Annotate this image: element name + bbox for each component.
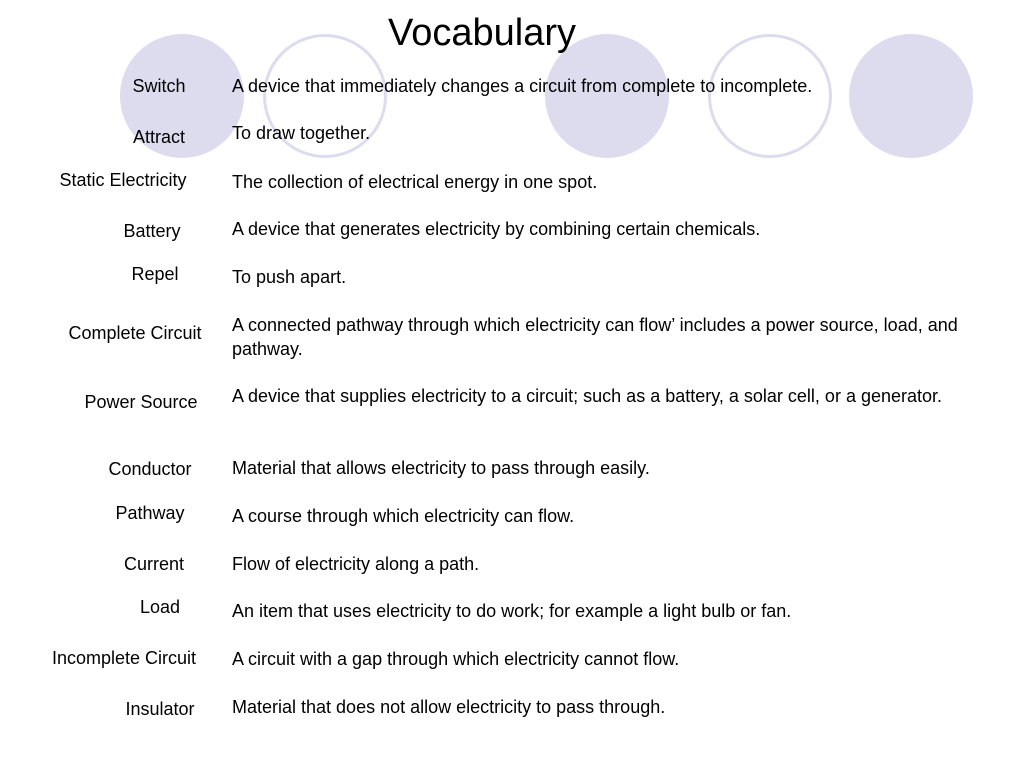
term-pathway: Pathway [115, 503, 185, 523]
term-complete-circuit: Complete Circuit [68, 323, 202, 343]
term-insulator: Insulator [125, 699, 195, 719]
definition-complete-circuit: A connected pathway through which electricity can flow’ includes a power source, load, and pathway. [232, 315, 958, 359]
term-switch: Switch [132, 76, 186, 96]
term-static-electricity: Static Electricity [59, 170, 187, 190]
term-incomplete-circuit: Incomplete Circuit [51, 648, 197, 668]
term-power-source: Power Source [84, 392, 198, 412]
definition-pathway: A course through which electricity can flow. [232, 506, 575, 526]
definition-conductor: Material that allows electricity to pass through easily. [232, 458, 650, 478]
definition-attract: To draw together. [232, 123, 371, 143]
term-attract: Attract [132, 127, 185, 147]
term-current: Current [123, 554, 185, 574]
definition-repel: To push apart. [232, 267, 347, 287]
definition-battery: A device that generates electricity by combining certain chemicals. [232, 219, 761, 239]
definition-power-source: A device that supplies electricity to a circuit; such as a battery, a solar cell, or a generator. [232, 386, 943, 406]
definition-insulator: Material that does not allow electricity to pass through. [232, 697, 666, 717]
term-battery: Battery [123, 221, 181, 241]
definition-load: An item that uses electricity to do work; for example a light bulb or fan. [232, 601, 792, 621]
definition-current: Flow of electricity along a path. [232, 554, 480, 574]
definition-static-electricity: The collection of electrical energy in one spot. [232, 172, 598, 192]
term-repel: Repel [131, 264, 179, 284]
definition-switch: A device that immediately changes a circuit from complete to incomplete. [232, 76, 813, 96]
term-load: Load [139, 597, 181, 617]
slide-title: Vocabulary [387, 12, 576, 54]
term-conductor: Conductor [108, 459, 192, 479]
definition-incomplete-circuit: A circuit with a gap through which electricity cannot flow. [232, 649, 680, 669]
